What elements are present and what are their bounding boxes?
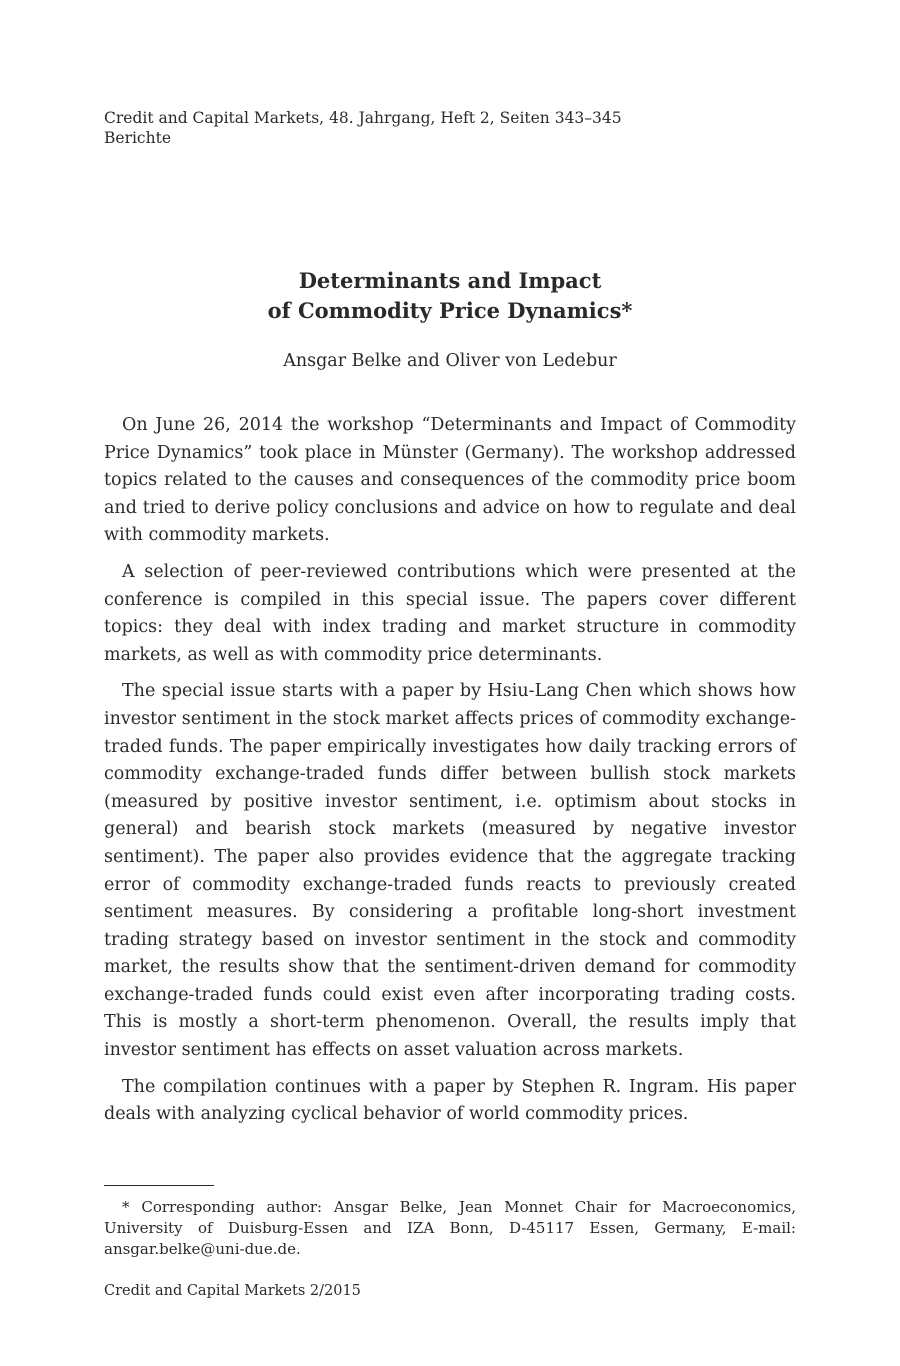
page-footer: Credit and Capital Markets 2/2015	[104, 1283, 361, 1299]
article-title	[0, 266, 900, 326]
journal-citation: Credit and Capital Markets, 48. Jahrgang, Heft 2, Seiten 343–345	[104, 109, 622, 127]
footnote-divider	[104, 1185, 214, 1186]
paragraph: The compilation continues with a paper by Stephen R. Ingram. His paper deals with analyzing cyclical behavior of world commodity prices.	[104, 1076, 796, 1125]
running-header	[104, 108, 622, 148]
footnote: * Corresponding author: Ansgar Belke, Jean Monnet Chair for Macroeconomics, University of Duisburg-Essen and IZA Bonn, D-45117 Essen, Germany, E-mail: ansgar.belke@uni-due.de.	[104, 1198, 796, 1258]
section-label: Berichte	[104, 129, 171, 147]
article-body	[104, 412, 796, 1138]
paragraph: On June 26, 2014 the workshop “Determinants and Impact of Commodity Price Dynamics” took place in Münster (Germany). The workshop addressed topics related to the causes and consequences of the commodity price boom and tried to derive policy conclusions and advice on how to regulate and deal with commodity markets.	[104, 415, 796, 546]
title-line-1: Determinants and Impact	[298, 268, 602, 293]
title-line-2: of Commodity Price Dynamics*	[267, 298, 633, 323]
paragraph: A selection of peer-reviewed contributions which were presented at the conference is compiled in this special issue. The papers cover different topics: they deal with index trading and market structure in commodity markets, as well as with commodity price determinants.	[104, 561, 796, 665]
author-list: Ansgar Belke and Oliver von Ledebur	[283, 351, 617, 371]
paragraph: The special issue starts with a paper by Hsiu-Lang Chen which shows how investor sentiment in the stock market affects prices of commodity exchange-traded funds. The paper empirically investigates how daily tracking errors of commodity exchange-traded funds differ between bullish stock markets (measured by positive investor sentiment, i.e. optimism about stocks in general) and bearish stock markets (measured by negative investor sentiment). The paper also provides evidence that the aggregate tracking error of commodity exchange-traded funds reacts to previously created sentiment measures. By considering a profitable long-short investment trading strategy based on investor sentiment in the stock and commodity market, the results show that the sentiment-driven demand for commodity exchange-traded funds could exist even after incorporating trading costs. This is mostly a short-term phenomenon. Overall, the results imply that investor sentiment has effects on asset valuation across markets.	[104, 681, 796, 1061]
